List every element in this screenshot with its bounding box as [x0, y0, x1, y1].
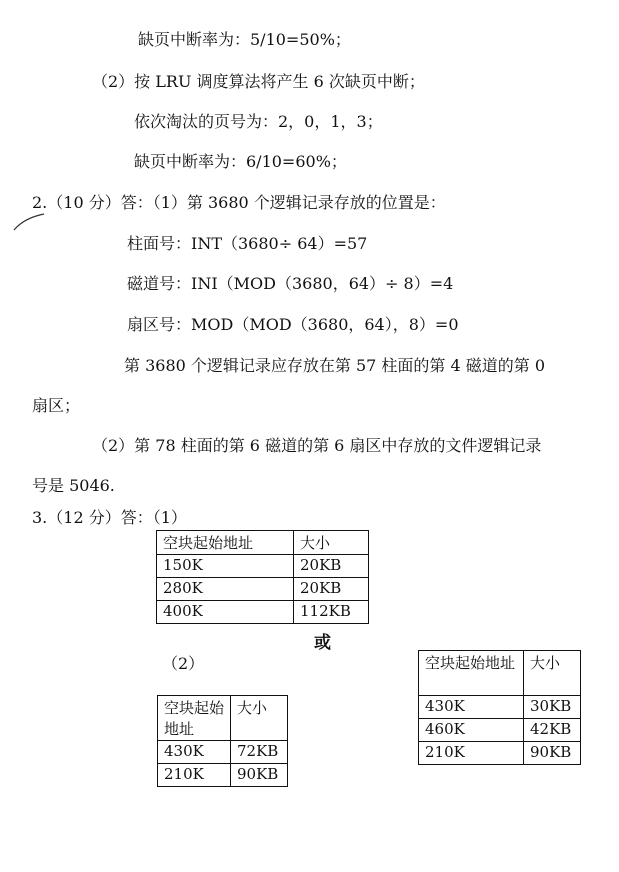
header-size: 大小 [231, 696, 288, 741]
or-label: 或 [314, 633, 331, 653]
header-start-address: 空块起始地址 [419, 651, 524, 696]
location-summary: 第 3680 个逻辑记录应存放在第 57 柱面的第 4 磁道的第 0 [124, 356, 546, 375]
table-row [157, 578, 369, 601]
cell-size: 72KB [231, 741, 288, 764]
q2-part2: （2）第 78 柱面的第 6 磁道的第 6 扇区中存放的文件逻辑记录 [92, 436, 542, 455]
cell-address: 460K [419, 719, 524, 742]
free-block-table-2 [418, 650, 581, 765]
cell-size: 112KB [294, 601, 369, 624]
table-header [419, 651, 581, 696]
q3-part2-label: （2） [162, 654, 205, 673]
q3-heading: 3.（12 分）答：（1） [32, 508, 187, 527]
sector-formula: 扇区号：MOD（MOD（3680，64），8）=0 [127, 315, 459, 334]
cell-address: 400K [157, 601, 294, 624]
header-start-address: 空块起始地址 [158, 696, 231, 741]
q2-part2-cont: 号是 5046. [32, 476, 115, 495]
table-row [157, 555, 369, 578]
cell-size: 30KB [524, 696, 581, 719]
header-size: 大小 [524, 651, 581, 696]
cell-size: 20KB [294, 578, 369, 601]
free-block-table-3 [157, 695, 288, 787]
cell-address: 280K [157, 578, 294, 601]
q2-heading: 2.（10 分）答：（1）第 3680 个逻辑记录存放的位置是： [32, 193, 446, 212]
table-row [158, 741, 288, 764]
cell-size: 90KB [524, 742, 581, 765]
cell-address: 430K [419, 696, 524, 719]
header-size: 大小 [294, 531, 369, 555]
free-block-table-1 [156, 530, 369, 624]
location-summary-cont: 扇区； [32, 396, 81, 415]
cell-size: 90KB [231, 764, 288, 787]
table-header [157, 531, 369, 555]
table-row [419, 719, 581, 742]
table-row [419, 742, 581, 765]
lru-evicted-pages: 依次淘汰的页号为：2，0，1，3； [134, 112, 383, 131]
table-header [158, 696, 288, 741]
fault-rate-fifo: 缺页中断率为：5/10=50%； [138, 30, 351, 49]
cell-size: 42KB [524, 719, 581, 742]
table-row [157, 601, 369, 624]
cylinder-formula: 柱面号：INT（3680÷ 64）=57 [127, 234, 368, 253]
cell-address: 430K [158, 741, 231, 764]
cell-address: 150K [157, 555, 294, 578]
table-row [419, 696, 581, 719]
track-formula: 磁道号：INI（MOD（3680，64）÷ 8）=4 [127, 274, 454, 293]
fault-rate-lru: 缺页中断率为：6/10=60%； [134, 152, 347, 171]
pen-mark [10, 206, 50, 236]
table-row [158, 764, 288, 787]
header-start-address: 空块起始地址 [157, 531, 294, 555]
cell-address: 210K [158, 764, 231, 787]
lru-statement: （2）按 LRU 调度算法将产生 6 次缺页中断； [92, 72, 425, 91]
cell-address: 210K [419, 742, 524, 765]
cell-size: 20KB [294, 555, 369, 578]
